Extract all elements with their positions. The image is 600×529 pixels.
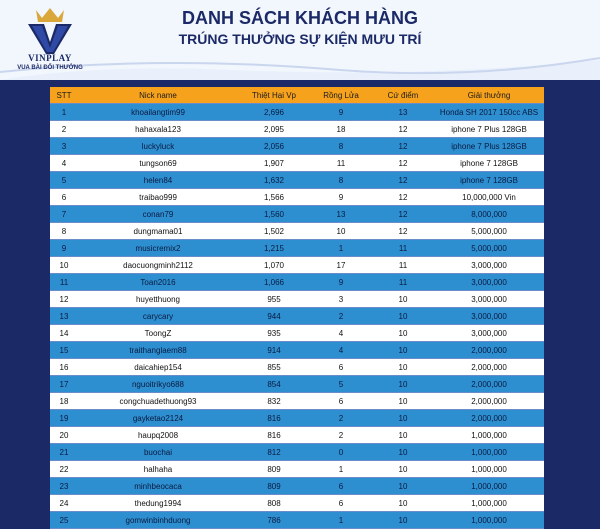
table-row (50, 104, 544, 121)
row-nickname: thedung1994 (134, 498, 182, 508)
row-prize: 1,000,000 (471, 430, 507, 440)
row-dragon-fire: 8 (338, 175, 344, 185)
row-nickname: luckyluck (141, 141, 175, 151)
row-stt: 18 (59, 396, 69, 406)
row-nickname: huyetthuong (135, 294, 181, 304)
row-nickname: minhbeocaca (134, 481, 182, 491)
row-base-points: 12 (398, 158, 408, 168)
row-loss-vp: 2,696 (263, 107, 285, 117)
row-stt: 24 (59, 498, 69, 508)
row-nickname: tungson69 (139, 158, 177, 168)
winners-table (50, 87, 544, 529)
row-prize: 1,000,000 (471, 464, 507, 474)
row-stt: 17 (59, 379, 69, 389)
row-stt: 2 (61, 124, 67, 134)
row-prize: 3,000,000 (471, 277, 507, 287)
row-loss-vp: 786 (267, 515, 281, 525)
row-prize: 2,000,000 (471, 413, 507, 423)
row-stt: 9 (61, 243, 67, 253)
row-loss-vp: 855 (267, 362, 281, 372)
row-dragon-fire: 9 (338, 277, 344, 287)
row-dragon-fire: 6 (338, 481, 344, 491)
row-stt: 14 (59, 328, 69, 338)
row-stt: 7 (61, 209, 67, 219)
table-row (50, 155, 544, 172)
row-prize: iphone 7 128GB (460, 175, 518, 185)
row-loss-vp: 1,502 (263, 226, 285, 236)
row-loss-vp: 1,215 (263, 243, 285, 253)
row-prize: 2,000,000 (471, 396, 507, 406)
table-row (50, 325, 544, 342)
row-loss-vp: 944 (267, 311, 281, 321)
row-nickname: khoailangtim99 (131, 107, 185, 117)
row-stt: 22 (59, 464, 69, 474)
table-row (50, 257, 544, 274)
row-dragon-fire: 6 (338, 396, 344, 406)
row-loss-vp: 2,095 (263, 124, 285, 134)
row-stt: 10 (59, 260, 69, 270)
row-prize: 2,000,000 (471, 379, 507, 389)
row-stt: 11 (59, 277, 69, 287)
row-loss-vp: 816 (267, 413, 281, 423)
table-row (50, 444, 544, 461)
table-row (50, 274, 544, 291)
row-stt: 5 (61, 175, 67, 185)
row-dragon-fire: 11 (336, 158, 346, 168)
row-base-points: 10 (398, 515, 408, 525)
row-base-points: 11 (398, 243, 408, 253)
row-base-points: 10 (398, 294, 408, 304)
row-loss-vp: 808 (267, 498, 281, 508)
row-base-points: 10 (398, 447, 408, 457)
row-nickname: nguoitrikyo688 (131, 379, 185, 389)
table-header-row (50, 87, 544, 104)
page-header (0, 0, 600, 80)
row-loss-vp: 1,070 (263, 260, 285, 270)
row-base-points: 13 (398, 107, 408, 117)
row-dragon-fire: 2 (338, 413, 344, 423)
row-dragon-fire: 17 (336, 260, 346, 270)
row-dragon-fire: 6 (338, 362, 344, 372)
row-loss-vp: 1,066 (263, 277, 285, 287)
logo-slogan: VUA BÀI ĐỔI THƯỞNG (17, 65, 83, 71)
row-prize: 8,000,000 (471, 209, 507, 219)
row-loss-vp: 1,632 (263, 175, 285, 185)
row-base-points: 10 (398, 362, 408, 372)
row-loss-vp: 854 (267, 379, 281, 389)
row-nickname: conan79 (142, 209, 174, 219)
row-loss-vp: 809 (267, 464, 281, 474)
row-stt: 16 (59, 362, 69, 372)
table-row (50, 376, 544, 393)
row-loss-vp: 1,566 (263, 192, 285, 202)
row-base-points: 11 (398, 260, 408, 270)
row-dragon-fire: 9 (338, 107, 344, 117)
row-dragon-fire: 6 (338, 498, 344, 508)
row-stt: 20 (59, 430, 69, 440)
row-nickname: congchuadethuong93 (119, 396, 197, 406)
row-nickname: ToongZ (144, 328, 172, 338)
row-prize: iphone 7 Plus 128GB (451, 141, 527, 151)
row-prize: 3,000,000 (471, 260, 507, 270)
row-dragon-fire: 0 (338, 447, 344, 457)
row-prize: 3,000,000 (471, 294, 507, 304)
row-nickname: daicahiep154 (134, 362, 182, 372)
table-row (50, 172, 544, 189)
row-base-points: 12 (398, 124, 408, 134)
row-stt: 8 (61, 226, 67, 236)
table-row (50, 138, 544, 155)
table-row (50, 223, 544, 240)
row-nickname: traibao999 (139, 192, 177, 202)
row-stt: 3 (61, 141, 67, 151)
row-dragon-fire: 18 (336, 124, 346, 134)
row-nickname: hahaxala123 (135, 124, 181, 134)
row-stt: 1 (61, 107, 67, 117)
row-prize: 3,000,000 (471, 311, 507, 321)
row-prize: iphone 7 128GB (460, 158, 518, 168)
row-dragon-fire: 1 (338, 515, 344, 525)
header-prize: Giải thưởng (467, 90, 511, 100)
row-nickname: Toan2016 (140, 277, 176, 287)
row-base-points: 10 (398, 498, 408, 508)
row-loss-vp: 2,056 (263, 141, 285, 151)
table-row (50, 189, 544, 206)
table-body (50, 104, 544, 529)
table-row (50, 359, 544, 376)
table-row (50, 240, 544, 257)
table-row (50, 495, 544, 512)
row-dragon-fire: 4 (338, 328, 344, 338)
row-stt: 15 (59, 345, 69, 355)
row-base-points: 10 (398, 464, 408, 474)
row-dragon-fire: 1 (338, 243, 344, 253)
table-row (50, 410, 544, 427)
row-loss-vp: 812 (267, 447, 281, 457)
row-stt: 21 (59, 447, 69, 457)
row-stt: 19 (59, 413, 69, 423)
row-dragon-fire: 10 (336, 226, 346, 236)
table-row (50, 427, 544, 444)
page-title: DANH SÁCH KHÁCH HÀNG (182, 8, 418, 28)
row-stt: 12 (59, 294, 69, 304)
header-base-points: Cứ điểm (387, 90, 419, 100)
row-nickname: traithanglaem88 (129, 345, 187, 355)
row-loss-vp: 816 (267, 430, 281, 440)
row-stt: 25 (59, 515, 69, 525)
row-base-points: 10 (398, 430, 408, 440)
table-row (50, 308, 544, 325)
row-stt: 23 (59, 481, 69, 491)
row-loss-vp: 809 (267, 481, 281, 491)
row-nickname: haupq2008 (137, 430, 179, 440)
table-row (50, 291, 544, 308)
table-row (50, 393, 544, 410)
table-row (50, 512, 544, 529)
table-row (50, 342, 544, 359)
header-stt: STT (56, 90, 72, 100)
row-nickname: carycary (142, 311, 174, 321)
row-loss-vp: 1,907 (263, 158, 285, 168)
row-dragon-fire: 2 (338, 430, 344, 440)
row-prize: 5,000,000 (471, 243, 507, 253)
row-base-points: 10 (398, 481, 408, 491)
row-dragon-fire: 2 (338, 311, 344, 321)
table-row (50, 478, 544, 495)
row-nickname: halhaha (143, 464, 173, 474)
row-loss-vp: 914 (267, 345, 281, 355)
row-stt: 13 (59, 311, 69, 321)
row-base-points: 12 (398, 141, 408, 151)
row-prize: 1,000,000 (471, 515, 507, 525)
row-loss-vp: 1,560 (263, 209, 285, 219)
row-nickname: gayketao2124 (132, 413, 184, 423)
row-stt: 4 (61, 158, 67, 168)
logo-brand: VINPLAY (28, 53, 72, 63)
row-base-points: 12 (398, 175, 408, 185)
row-base-points: 12 (398, 192, 408, 202)
row-base-points: 10 (398, 328, 408, 338)
table-row (50, 121, 544, 138)
row-dragon-fire: 1 (338, 464, 344, 474)
header-loss-vp: Thiệt Hại Vp (251, 90, 297, 100)
row-nickname: dungmama01 (133, 226, 183, 236)
row-nickname: gomwinbinhduong (125, 515, 191, 525)
row-prize: 3,000,000 (471, 328, 507, 338)
table-row (50, 206, 544, 223)
row-dragon-fire: 9 (338, 192, 344, 202)
row-prize: 5,000,000 (471, 226, 507, 236)
row-dragon-fire: 5 (338, 379, 344, 389)
row-nickname: helen84 (143, 175, 173, 185)
row-base-points: 10 (398, 311, 408, 321)
row-base-points: 12 (398, 226, 408, 236)
row-prize: 1,000,000 (471, 447, 507, 457)
row-base-points: 10 (398, 413, 408, 423)
row-base-points: 10 (398, 379, 408, 389)
row-base-points: 10 (398, 396, 408, 406)
row-prize: 1,000,000 (471, 481, 507, 491)
row-prize: 2,000,000 (471, 345, 507, 355)
row-nickname: musicremix2 (135, 243, 181, 253)
row-prize: 1,000,000 (471, 498, 507, 508)
row-nickname: buochai (143, 447, 173, 457)
row-base-points: 10 (398, 345, 408, 355)
header-nickname: Nick name (139, 90, 177, 100)
header-dragon-fire: Rồng Lửa (323, 90, 359, 100)
row-stt: 6 (61, 192, 67, 202)
row-dragon-fire: 3 (338, 294, 344, 304)
row-loss-vp: 955 (267, 294, 281, 304)
page-subtitle: TRÚNG THƯỞNG SỰ KIỆN MƯU TRÍ (178, 31, 422, 47)
row-base-points: 12 (398, 209, 408, 219)
row-prize: 10,000,000 Vin (462, 192, 516, 202)
row-prize: 2,000,000 (471, 362, 507, 372)
row-prize: iphone 7 Plus 128GB (451, 124, 527, 134)
row-loss-vp: 935 (267, 328, 281, 338)
row-nickname: daocuongminh2112 (123, 260, 193, 270)
row-base-points: 11 (398, 277, 408, 287)
row-loss-vp: 832 (267, 396, 281, 406)
row-dragon-fire: 8 (338, 141, 344, 151)
row-prize: Honda SH 2017 150cc ABS (439, 107, 539, 117)
row-dragon-fire: 13 (336, 209, 346, 219)
table-row (50, 461, 544, 478)
row-dragon-fire: 4 (338, 345, 344, 355)
